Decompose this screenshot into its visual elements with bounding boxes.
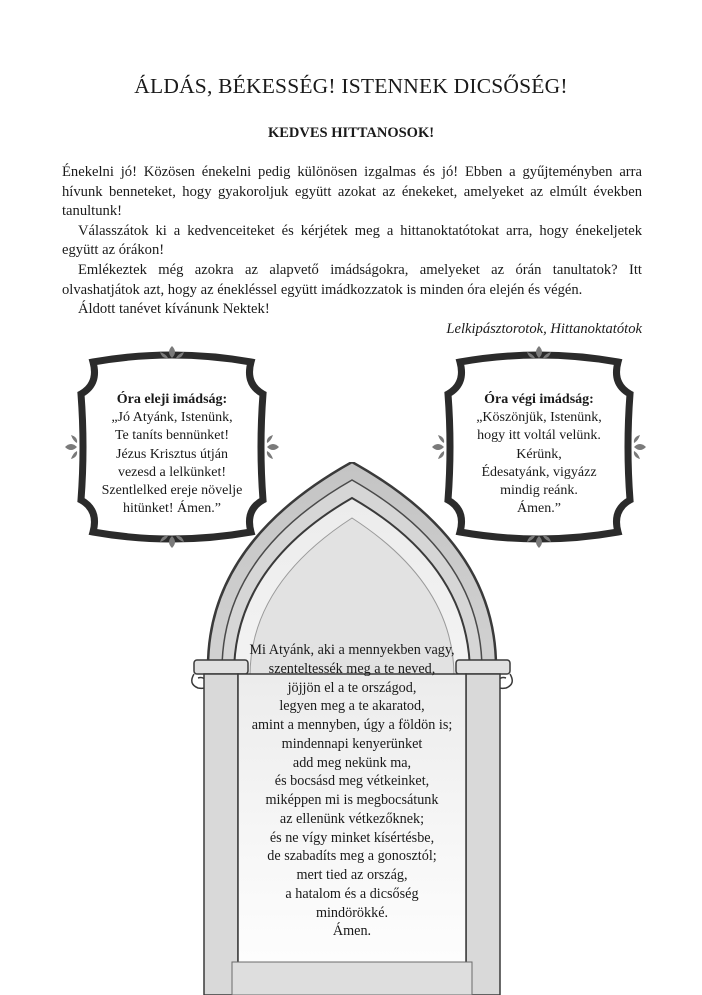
prayer-line: mindennapi kenyerünket	[281, 735, 423, 752]
signature: Lelkipásztorotok, Hittanoktatótok	[446, 320, 642, 337]
prayer-line: hogy itt voltál velünk.	[477, 428, 601, 444]
prayer-line: add meg nekünk ma,	[292, 754, 412, 771]
opening-prayer-heading: Óra eleji imádság:	[116, 392, 228, 407]
page-title: ÁLDÁS, BÉKESSÉG! ISTENNEK DICSŐSÉG!	[134, 74, 568, 98]
prayer-line: legyen meg a te akaratod,	[279, 698, 425, 715]
prayer-line: mert tied az ország,	[296, 867, 408, 883]
intro-text	[62, 163, 642, 339]
prayer-line: mindörökké.	[315, 904, 389, 921]
prayer-line: „Jó Atyánk, Istenünk,	[111, 410, 233, 426]
prayer-line: Mi Atyánk, aki a mennyekben vagy,	[249, 642, 455, 658]
prayer-line: Jézus Krisztus útján	[116, 446, 228, 462]
intro-paragraph-2: Válasszátok ki a kedvenceiteket és kérjétek meg a hittanoktatótokat arra, hogy énekeljetek együtt az órákon!	[62, 222, 642, 259]
prayer-line: Kérünk,	[516, 446, 562, 462]
prayer-line: Ámen.	[332, 923, 372, 940]
prayer-line: jöjjön el a te országod,	[287, 679, 417, 696]
lords-prayer-text	[218, 641, 486, 941]
closing-prayer-heading: Óra végi imádság:	[484, 392, 594, 407]
page-subtitle: KEDVES HITTANOSOK!	[267, 125, 435, 141]
prayer-line: „Köszönjük, Istenünk,	[476, 410, 602, 426]
prayer-line: Ámen.”	[517, 501, 561, 517]
intro-paragraph-4: Áldott tanévet kívánunk Nektek!	[78, 301, 270, 318]
prayer-line: Te taníts bennünket!	[114, 428, 230, 444]
intro-paragraph-3: Emlékeztek még azokra az alapvető imádságokra, amelyeket az órán tanultatok? Itt olvashatjátok azt, hogy az énekléssel együtt imádkozzatok is minden óra elején és végén.	[62, 261, 642, 298]
prayer-line: de szabadíts meg a gonosztól;	[267, 848, 437, 865]
prayer-line: miképpen mi is megbocsátunk	[265, 792, 439, 808]
prayer-line: a hatalom és a dicsőség	[285, 885, 419, 902]
prayer-line: amint a mennyben, úgy a földön is;	[251, 717, 453, 733]
intro-paragraph-1: Énekelni jó! Közösen énekelni pedig különösen izgalmas és jó! Ebben a gyűjteményben arra hívunk benneteket, hogy gyakoroljuk együtt azokat az énekeket, amelyeket az elmúlt években tanultunk!	[62, 164, 642, 220]
prayer-line: Édesatyánk, vigyázz	[481, 464, 597, 480]
prayer-line: és ne vígy minket kísértésbe,	[269, 829, 435, 846]
prayer-line: szenteltessék meg a te neved,	[268, 660, 436, 677]
prayer-line: Szentlelked ereje növelje	[101, 483, 243, 499]
prayer-line: az ellenünk vétkezőknek;	[279, 810, 425, 827]
prayer-line: és bocsásd meg vétkeinket,	[274, 773, 430, 790]
prayer-line: hitünket! Ámen.”	[123, 501, 221, 517]
prayer-line: vezesd a lelkünket!	[117, 464, 227, 480]
prayer-line: mindig reánk.	[500, 483, 578, 499]
